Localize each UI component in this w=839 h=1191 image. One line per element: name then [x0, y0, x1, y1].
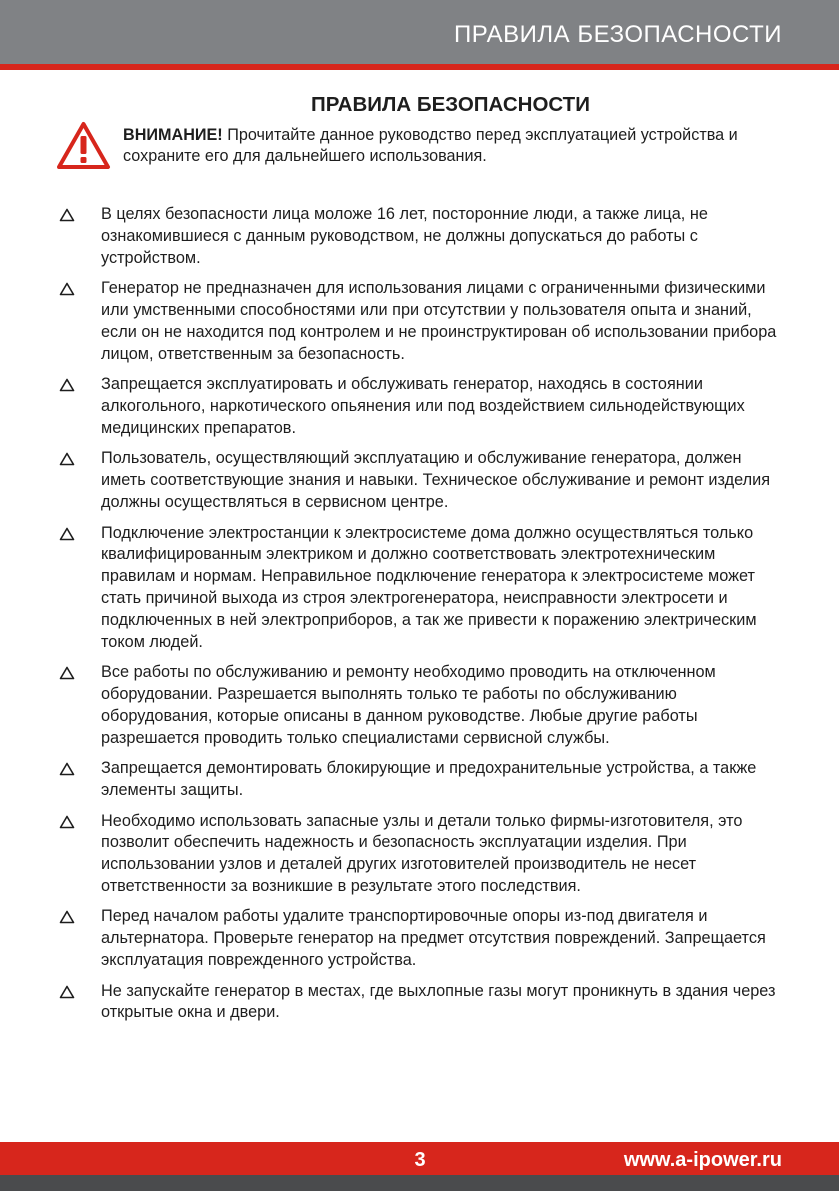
list-item-text: Генератор не предназначен для использования лицами с ограниченными физическими или умственными способностями или при отсутствии у пользователя опыта и знаний, если он не находится под контролем и не проинструктирован об использовании прибора лицом, ответственным за безопасность.: [101, 279, 777, 363]
triangle-bullet-icon: [59, 985, 75, 999]
list-item: [59, 448, 785, 513]
list-item: [59, 662, 785, 749]
footer-dark-strip: [0, 1175, 839, 1191]
list-item: [59, 981, 785, 1025]
warning-notice: [123, 125, 783, 167]
list-item: [59, 204, 785, 269]
list-item: [59, 374, 785, 439]
list-item-text: Пользователь, осуществляющий эксплуатацию и обслуживание генератора, должен иметь соответствующие знания и навыки. Техническое обслуживание и ремонт изделия должны осуществляться в сервисном центре.: [101, 449, 771, 511]
safety-rules-list: [59, 204, 785, 1033]
triangle-bullet-icon: [59, 762, 75, 776]
triangle-bullet-icon: [59, 378, 75, 392]
list-item-text: Необходимо использовать запасные узлы и детали только фирмы-изготовителя, это позволит обеспечить надежность и безопасность эксплуатации изделия. При использовании узлов и деталей других изготовителей производитель не несет ответственности за возникшие в результате этого последствия.: [101, 811, 743, 895]
list-item: [59, 278, 785, 365]
triangle-bullet-icon: [59, 666, 75, 680]
list-item: [59, 523, 785, 654]
list-item-text: Все работы по обслуживанию и ремонту необходимо проводить на отключенном оборудовании. Разрешается выполнять только те работы по обслуживанию оборудования, которые описаны в данном руководстве. Любые другие работы разрешается проводить только специалистами сервисной службы.: [101, 663, 716, 747]
list-item-text: Подключение электростанции к электросистеме дома должно осуществляться только квалифицированным электриком и должно соответствовать электротехническим правилам и нормам. Неправильное подключение генератора к электросистеме может стать причиной выхода из строя электрогенератора, неисправности электросети и подключенных в ней электроприборов, а так же привести к поражению электрическим током людей.: [101, 523, 757, 651]
warning-triangle-icon: [56, 121, 111, 171]
triangle-bullet-icon: [59, 527, 75, 541]
triangle-bullet-icon: [59, 452, 75, 466]
list-item: [59, 906, 785, 971]
triangle-bullet-icon: [59, 208, 75, 222]
list-item-text: Запрещается эксплуатировать и обслуживать генератор, находясь в состоянии алкогольного, наркотического опьянения или под воздействием сильнодействующих медицинских препаратов.: [101, 375, 745, 437]
header-title: ПРАВИЛА БЕЗОПАСНОСТИ: [454, 21, 782, 48]
header-accent-stripe: [0, 64, 839, 70]
warning-message: Прочитайте данное руководство перед эксплуатацией устройства и сохраните его для дальнейшего использования.: [123, 126, 738, 165]
website-link[interactable]: www.a-ipower.ru: [623, 1149, 782, 1171]
warning-label: ВНИМАНИЕ!: [123, 126, 223, 144]
page-title: ПРАВИЛА БЕЗОПАСНОСТИ: [311, 93, 590, 116]
triangle-bullet-icon: [59, 910, 75, 924]
list-item-text: Не запускайте генератор в местах, где выхлопные газы могут проникнуть в здания через открытые окна и двери.: [101, 981, 776, 1022]
triangle-bullet-icon: [59, 282, 75, 296]
triangle-bullet-icon: [59, 815, 75, 829]
list-item: [59, 758, 785, 802]
list-item-text: Запрещается демонтировать блокирующие и предохранительные устройства, а также элементы защиты.: [101, 759, 757, 799]
list-item-text: Перед началом работы удалите транспортировочные опоры из-под двигателя и альтернатора. Проверьте генератор на предмет отсутствия повреждений. Запрещается эксплуатация поврежденного устройства.: [101, 907, 766, 970]
list-item-text: В целях безопасности лица моложе 16 лет, посторонние люди, а также лица, не ознакомившиеся с данным руководством, не должны допускаться до работы с устройством.: [101, 205, 708, 267]
list-item: [59, 811, 785, 898]
page-number: 3: [414, 1149, 426, 1171]
